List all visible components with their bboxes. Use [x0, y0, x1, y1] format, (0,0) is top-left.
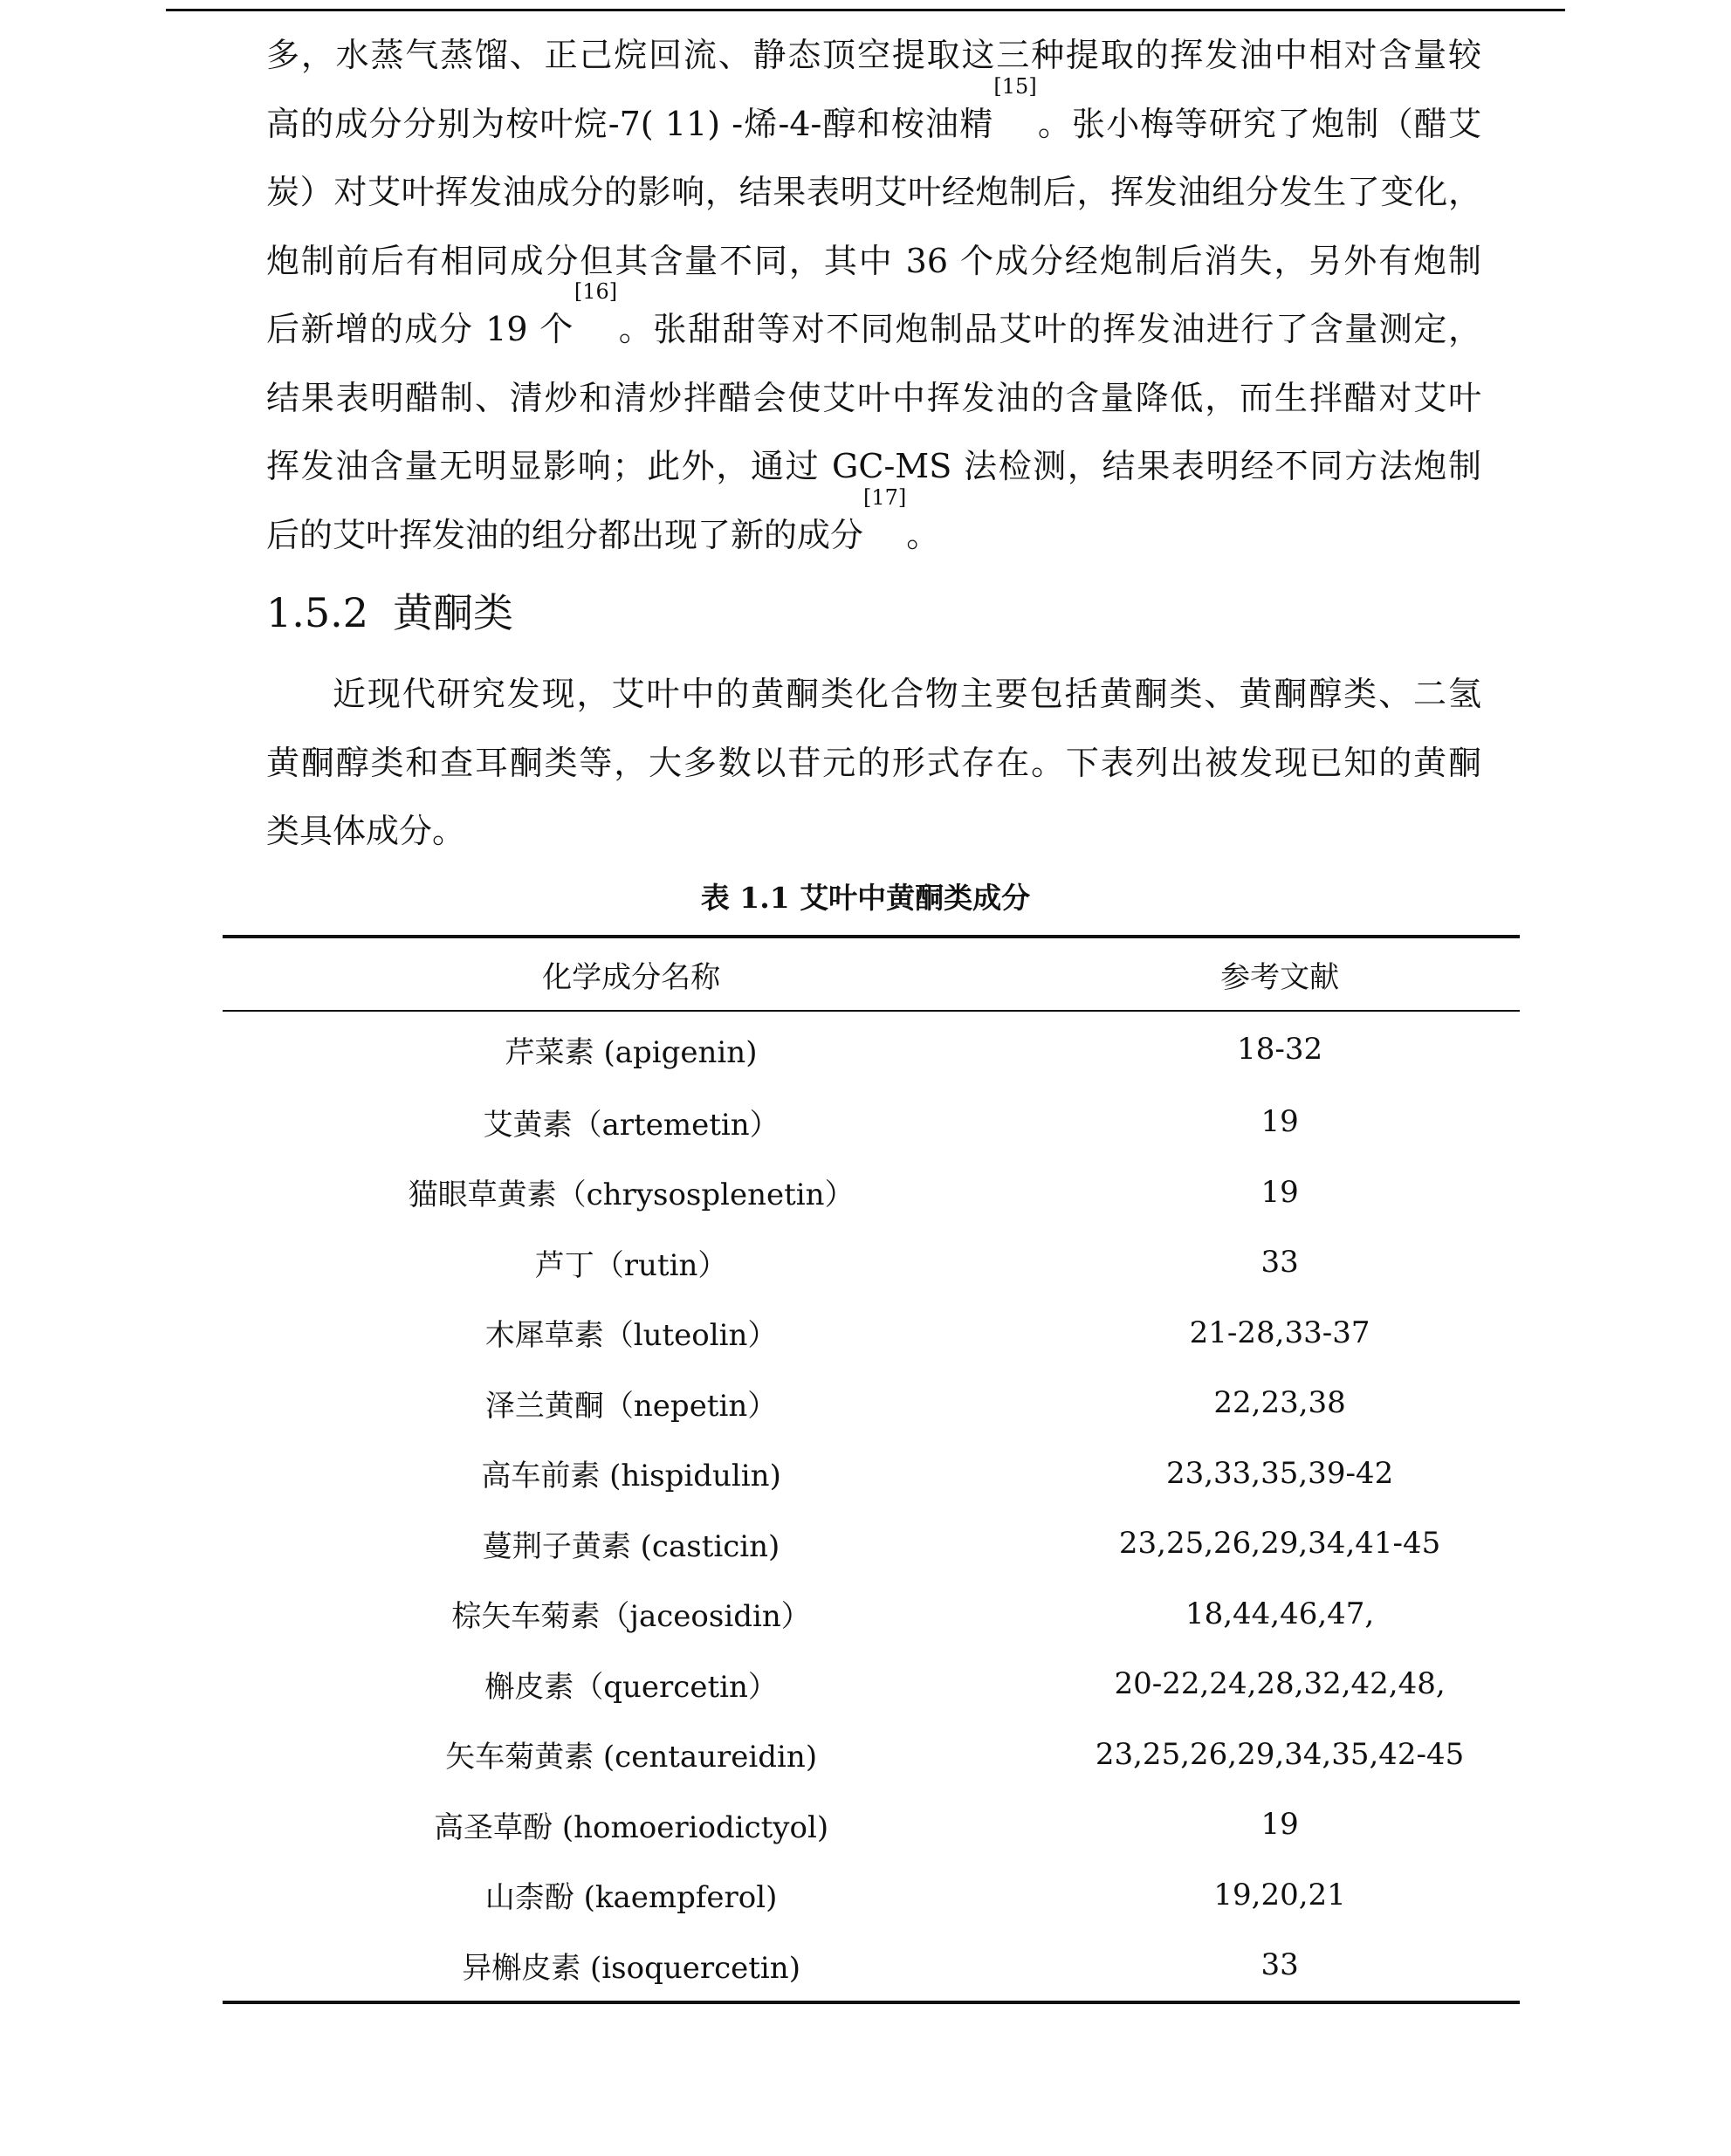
- reference-cell: 33: [1040, 1930, 1520, 2002]
- text-line: 近现代研究发现，艾叶中的黄酮类化合物主要包括黄酮类、黄酮醇类、二氢: [333, 675, 1481, 713]
- table-row: [223, 1298, 1520, 1369]
- text-line: 结果表明醋制、清炒和清炒拌醋会使艾叶中挥发油的含量降低，而生拌醋对艾叶: [266, 378, 1481, 417]
- section-number: 1.5.2: [266, 589, 369, 636]
- citation-ref[interactable]: [16]: [574, 279, 618, 304]
- text-line: 后的艾叶挥发油的组分都出现了新的成分[17]。: [266, 484, 940, 554]
- compound-name-cell: 槲皮素（quercetin）: [484, 1669, 778, 1705]
- reference-cell: 22,23,38: [1213, 1385, 1346, 1421]
- table-row: [223, 1930, 1520, 2002]
- section-heading: [266, 587, 513, 639]
- column-header-name: 化学成分名称: [223, 937, 1040, 1011]
- citation-ref[interactable]: [15]: [993, 73, 1037, 99]
- compound-name-cell: 山柰酚 (kaempferol): [484, 1880, 778, 1916]
- table-row: [223, 1720, 1520, 1790]
- reference-cell: 19,20,21: [1213, 1877, 1346, 1912]
- text-line: 炭）对艾叶挥发油成分的影响，结果表明艾叶经炮制后，挥发油组分发生了变化，: [266, 173, 1481, 211]
- reference-cell: 33: [1260, 1245, 1299, 1281]
- section-title: 黄酮类: [393, 589, 514, 636]
- compound-name-cell: 艾黄素（artemetin）: [483, 1107, 780, 1143]
- reference-cell: 19: [1260, 1807, 1299, 1843]
- text-line: 黄酮醇类和查耳酮类等，大多数以苷元的形式存在。下表列出被发现已知的黄酮: [266, 743, 1481, 782]
- reference-cell: 18,44,46,47,: [1185, 1596, 1375, 1631]
- text-line: 炮制前后有相同成分但其含量不同，其中 36 个成分经炮制后消失，另外有炮制: [266, 241, 1481, 280]
- reference-cell: 19: [1260, 1174, 1299, 1210]
- text-line: 高的成分分别为桉叶烷-7( 11) -烯-4-醇和桉油精[15]。张小梅等研究了炮制（醋艾: [266, 73, 1481, 143]
- table-caption: 表 1.1 艾叶中黄酮类成分: [700, 881, 1031, 915]
- compound-name-cell: 高车前素 (hispidulin): [481, 1459, 781, 1494]
- compound-name-cell: 蔓荆子黄素 (casticin): [482, 1528, 780, 1564]
- reference-cell: 23,25,26,29,34,35,42-45: [1095, 1736, 1465, 1772]
- reference-cell: 20-22,24,28,32,42,48,: [1114, 1666, 1446, 1702]
- compound-name-cell: 高圣草酚 (homoeriodictyol): [434, 1809, 829, 1845]
- header-rule: [166, 9, 1565, 11]
- reference-cell: 21-28,33-37: [1189, 1315, 1370, 1350]
- table-row: [223, 1368, 1520, 1438]
- text-line: 挥发油含量无明显影响；此外，通过 GC-MS 法检测，结果表明经不同方法炮制: [266, 447, 1481, 485]
- table-row: [223, 1157, 1520, 1228]
- compound-name-cell: 芦丁（rutin）: [534, 1247, 728, 1283]
- table-row: [223, 1579, 1520, 1650]
- table-row: [223, 1508, 1520, 1579]
- table-row: [223, 1011, 1520, 1087]
- table-row: [223, 1860, 1520, 1931]
- reference-cell: 23,25,26,29,34,41-45: [1118, 1526, 1441, 1562]
- compound-name-cell: 泽兰黄酮（nepetin）: [484, 1388, 778, 1424]
- paragraph-essential-oil: [266, 21, 1481, 569]
- compound-name-cell: 木犀草素（luteolin）: [484, 1318, 778, 1354]
- table-row: [223, 1087, 1520, 1157]
- column-header-reference: 参考文献: [1040, 937, 1520, 1011]
- paragraph-flavonoids: [266, 660, 1481, 866]
- citation-ref[interactable]: [17]: [863, 484, 907, 510]
- table-row: [223, 1438, 1520, 1509]
- text-line: 后新增的成分 19 个[16]。张甜甜等对不同炮制品艾叶的挥发油进行了含量测定，: [266, 279, 1481, 348]
- flavonoid-table: [223, 935, 1520, 2004]
- text-line: 类具体成分。: [266, 812, 466, 850]
- compound-name-cell: 异槲皮素 (isoquercetin): [223, 1930, 1040, 2002]
- compound-name-cell: 棕矢车菊素（jaceosidin）: [451, 1599, 811, 1635]
- compound-name-cell: 芹菜素 (apigenin): [505, 1034, 758, 1070]
- compound-name-cell: 矢车菊黄素 (centaureidin): [445, 1740, 818, 1775]
- reference-cell: 23,33,35,39-42: [1165, 1455, 1394, 1491]
- table-row: [223, 1227, 1520, 1298]
- table-header-row: [223, 937, 1520, 1011]
- text-line: 多，水蒸气蒸馏、正己烷回流、静态顶空提取这三种提取的挥发油中相对含量较: [266, 36, 1481, 74]
- table-row: [223, 1649, 1520, 1720]
- compound-name-cell: 猫眼草黄素（chrysosplenetin）: [408, 1178, 855, 1213]
- reference-cell: 19: [1260, 1104, 1299, 1140]
- reference-cell: 18-32: [1237, 1032, 1323, 1067]
- table-row: [223, 1789, 1520, 1860]
